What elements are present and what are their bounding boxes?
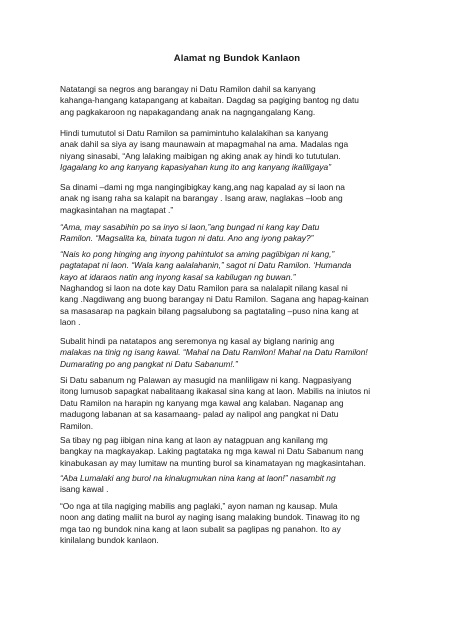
text-line: Datu Ramilon na harapin ng kanyang mga kawal ang kalaban. Naganap ang xyxy=(60,397,344,408)
text-line: kinabukasan ay may lumitaw na munting burol sa kinamatayan ng magkasintahan. xyxy=(60,457,366,468)
text-line: Igagalang ko ang kanyang kapasiyahan kung ito ang kanyang ikaliligaya” xyxy=(60,162,331,173)
text-line: ang pagkakaroon ng napakagandang anak na nagngangalang Kang. xyxy=(60,106,316,117)
text-line: Natatangi sa negros ang barangay ni Datu Ramilon dahil sa kanyang xyxy=(60,84,316,94)
text-line: sa masasarap na pagkain bilang pagsalubong sa pagtataling –puso nina kang at xyxy=(60,305,359,316)
paragraph-10 xyxy=(60,473,430,496)
text-line: Subalit hindi pa natatapos ang seremonya ng kasal ay biglang narinig ang xyxy=(60,336,335,346)
text-line: “Ama, may sasabihin po sa inyo si laon,”ang bungad ni kang kay Datu xyxy=(60,222,320,232)
text-line: Sa dinami –dami ng mga nangingibigkay kang,ang nag kapalad ay si laon na xyxy=(60,182,345,192)
text-line: isang kawal . xyxy=(60,484,109,495)
paragraph-2 xyxy=(60,128,430,174)
text-line: noon ang dating maliit na burol ay naging isang malaking bundok. Tinawag ito ng xyxy=(60,512,360,523)
text-line: pagtatapat ni laon. “Wala kang aalalahanin,” sagot ni Datu Ramilon. ‘Humanda xyxy=(60,260,352,271)
paragraph-11 xyxy=(60,501,430,547)
text-line: kang .Nagdiwang ang buong barangay ni Datu Ramilon. Sagana ang hapag-kainan xyxy=(60,294,369,305)
paragraph-1 xyxy=(60,84,430,118)
text-line: Sa tibay ng pag iibigan nina kang at laon ay natagpuan ang kanilang mg xyxy=(60,435,328,445)
paragraph-4 xyxy=(60,222,430,245)
text-line: madugong labanan at sa kasamaang- palad ay nalipol ang pangkat ni Datu xyxy=(60,409,339,420)
text-line: laon . xyxy=(60,317,81,328)
text-line: Si Datu sabanum ng Palawan ay masugid na manliligaw ni kang. Nagpasiyang xyxy=(60,375,352,385)
text-line: “Oo nga at tila nagiging mabilis ang paglaki,” ayon naman ng kausap. Mula xyxy=(60,501,338,511)
text-line: Dumarating po ang pangkat ni Datu Sabanum!.” xyxy=(60,358,238,369)
text-line: malakas na tinig ng isang kawal. “Mahal na Datu Ramilon! Mahal na Datu Ramilon! xyxy=(60,347,368,358)
paragraph-3 xyxy=(60,182,430,216)
paragraph-6 xyxy=(60,283,430,329)
document-title: Alamat ng Bundok Kanlaon xyxy=(173,53,301,64)
paragraph-7 xyxy=(60,336,430,370)
text-line: anak dahil sa siya ay isang maunawain at mapagmahal na ama. Madalas nga xyxy=(60,139,349,150)
text-line: mga tao ng bundok nina kang at laon subalit sa paglipas ng panahon. Ito ay xyxy=(60,523,341,534)
text-line: magkasintahan na magtapat .” xyxy=(60,204,174,215)
text-line: Naghandog si laon na dote kay Datu Ramilon para sa nalalapit nilang kasal ni xyxy=(60,283,348,293)
text-line: bangkay na magkayakap. Laking pagtataka ng mga kawal ni Datu Sabanum nang xyxy=(60,446,364,457)
text-line: niyang sinasabi, “Ang lalaking maibigan ng aking anak ay hindi ko tututulan. xyxy=(60,150,341,161)
text-line: “Aba Lumalaki ang burol na kinalugmukan nina kang at laon!” nasambit ng xyxy=(60,473,336,483)
text-line: Ramilon. “Magsalita ka, binata tugon ni datu. Ano ang iyong pakay?” xyxy=(60,233,314,244)
text-line: kayo at idaraos natin ang inyong kasal sa kabilugan ng buwan.” xyxy=(60,271,296,282)
paragraph-9 xyxy=(60,435,430,469)
text-line: kahanga-hangang katapangang at kabaitan. Dagdag sa pagiging bantog ng datu xyxy=(60,95,359,106)
text-line: Hindi tumututol si Datu Ramilon sa pamimintuho kalalakihan sa kanyang xyxy=(60,128,329,138)
text-line: kinilalang bundok kanlaon. xyxy=(60,535,159,546)
text-line: itong lumusob sapagkat nabalitaang ikakasal sina kang at laon. Mabilis na iniutos ni xyxy=(60,386,371,397)
text-line: “Nais ko pong hinging ang inyong pahintulot sa aming pagiibigan ni kang,” xyxy=(60,249,335,259)
paragraph-8 xyxy=(60,375,430,432)
paragraph-5 xyxy=(60,249,430,283)
text-line: Ramilon. xyxy=(60,420,94,431)
text-line: anak ng isang raha sa kalapit na barangay . Isang araw, naglakas –loob ang xyxy=(60,193,343,204)
